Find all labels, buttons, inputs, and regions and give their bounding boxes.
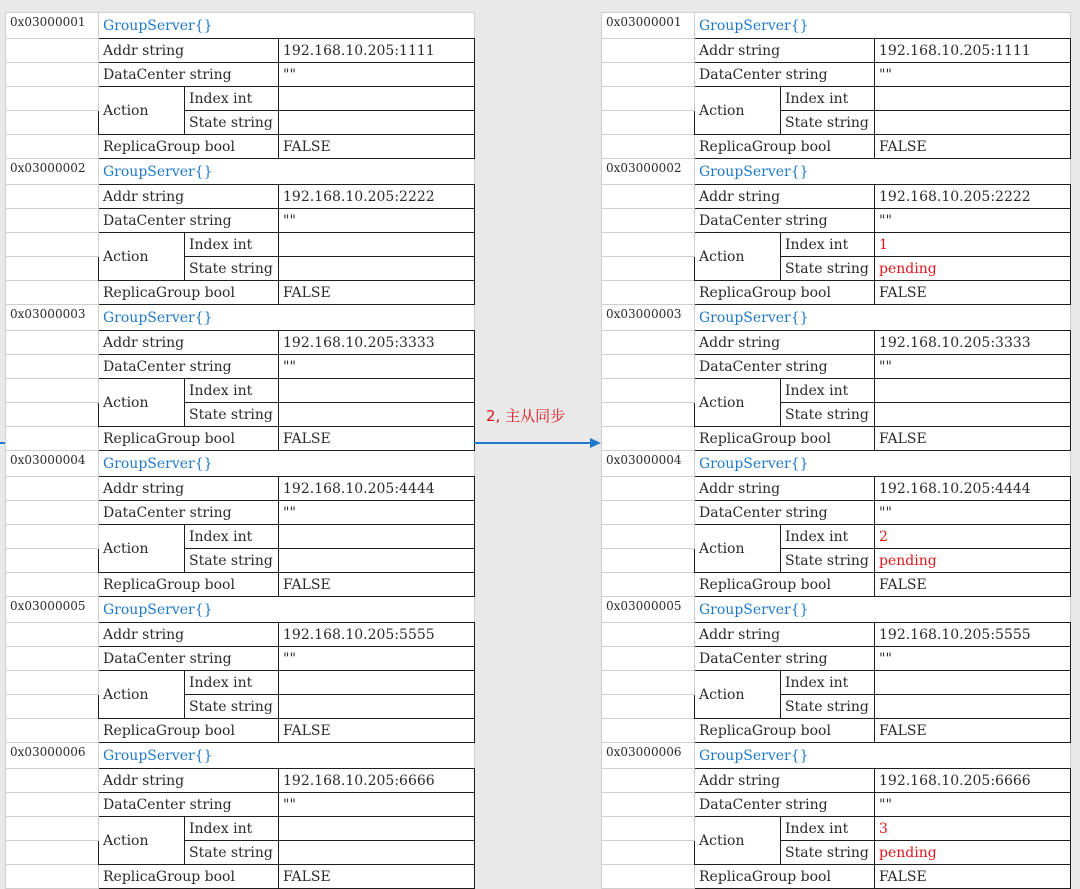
field-addr-label: Addr string <box>99 623 279 647</box>
field-action-label: Action <box>695 87 781 135</box>
field-addr-value: 192.168.10.205:3333 <box>279 331 475 355</box>
field-action-label: Action <box>99 671 185 719</box>
field-state-label: State string <box>781 549 875 573</box>
field-state-value: pending <box>875 549 1071 573</box>
field-datacenter-value: "" <box>279 793 475 817</box>
field-index-label: Index int <box>185 233 279 257</box>
field-action-label: Action <box>99 233 185 281</box>
struct-type-label: GroupServer{} <box>695 597 1071 623</box>
field-addr-value: 192.168.10.205:6666 <box>875 769 1071 793</box>
field-addr-label: Addr string <box>695 331 875 355</box>
field-replicagroup-label: ReplicaGroup bool <box>99 427 279 451</box>
field-replicagroup-label: ReplicaGroup bool <box>695 135 875 159</box>
field-addr-value: 192.168.10.205:5555 <box>279 623 475 647</box>
field-datacenter-label: DataCenter string <box>99 501 279 525</box>
field-index-label: Index int <box>781 525 875 549</box>
field-state-label: State string <box>185 841 279 865</box>
field-replicagroup-label: ReplicaGroup bool <box>695 573 875 597</box>
struct-type-label: GroupServer{} <box>695 451 1071 477</box>
field-index-label: Index int <box>781 379 875 403</box>
field-datacenter-value: "" <box>875 63 1071 87</box>
field-index-label: Index int <box>185 87 279 111</box>
field-datacenter-value: "" <box>279 63 475 87</box>
field-replicagroup-label: ReplicaGroup bool <box>99 281 279 305</box>
field-state-value: pending <box>875 257 1071 281</box>
field-addr-label: Addr string <box>695 477 875 501</box>
field-datacenter-value: "" <box>875 793 1071 817</box>
field-replicagroup-value: FALSE <box>279 427 475 451</box>
field-datacenter-value: "" <box>279 355 475 379</box>
struct-type-label: GroupServer{} <box>99 597 475 623</box>
struct-type-label: GroupServer{} <box>99 305 475 331</box>
memory-address: 0x03000004 <box>6 451 99 477</box>
field-state-label: State string <box>781 257 875 281</box>
struct-type-label: GroupServer{} <box>99 159 475 185</box>
field-action-label: Action <box>695 817 781 865</box>
field-datacenter-value: "" <box>875 355 1071 379</box>
field-addr-value: 192.168.10.205:4444 <box>279 477 475 501</box>
field-addr-label: Addr string <box>695 769 875 793</box>
field-state-label: State string <box>781 403 875 427</box>
field-replicagroup-value: FALSE <box>875 427 1071 451</box>
field-replicagroup-label: ReplicaGroup bool <box>99 719 279 743</box>
field-action-label: Action <box>99 87 185 135</box>
field-datacenter-label: DataCenter string <box>695 355 875 379</box>
field-state-label: State string <box>185 695 279 719</box>
field-datacenter-label: DataCenter string <box>99 793 279 817</box>
field-state-label: State string <box>781 841 875 865</box>
field-index-label: Index int <box>781 671 875 695</box>
field-replicagroup-value: FALSE <box>279 135 475 159</box>
field-addr-value: 192.168.10.205:5555 <box>875 623 1071 647</box>
field-replicagroup-value: FALSE <box>875 135 1071 159</box>
struct-type-label: GroupServer{} <box>695 305 1071 331</box>
field-replicagroup-value: FALSE <box>875 573 1071 597</box>
field-addr-label: Addr string <box>99 477 279 501</box>
field-replicagroup-value: FALSE <box>875 719 1071 743</box>
field-datacenter-label: DataCenter string <box>695 63 875 87</box>
memory-address: 0x03000006 <box>602 743 695 769</box>
field-replicagroup-value: FALSE <box>875 281 1071 305</box>
field-state-label: State string <box>185 549 279 573</box>
field-replicagroup-label: ReplicaGroup bool <box>99 865 279 889</box>
field-index-label: Index int <box>781 87 875 111</box>
field-replicagroup-label: ReplicaGroup bool <box>99 135 279 159</box>
field-datacenter-label: DataCenter string <box>695 209 875 233</box>
field-index-value: 1 <box>875 233 1071 257</box>
field-addr-value: 192.168.10.205:6666 <box>279 769 475 793</box>
field-replicagroup-label: ReplicaGroup bool <box>695 865 875 889</box>
field-replicagroup-label: ReplicaGroup bool <box>695 281 875 305</box>
memory-address: 0x03000001 <box>602 13 695 39</box>
field-datacenter-label: DataCenter string <box>99 63 279 87</box>
field-replicagroup-value: FALSE <box>875 865 1071 889</box>
memory-address: 0x03000006 <box>6 743 99 769</box>
struct-type-label: GroupServer{} <box>695 159 1071 185</box>
field-datacenter-label: DataCenter string <box>695 501 875 525</box>
field-action-label: Action <box>99 525 185 573</box>
field-state-label: State string <box>185 111 279 135</box>
memory-address: 0x03000005 <box>602 597 695 623</box>
field-index-value: 3 <box>875 817 1071 841</box>
field-action-label: Action <box>99 379 185 427</box>
field-addr-value: 192.168.10.205:4444 <box>875 477 1071 501</box>
memory-address: 0x03000001 <box>6 13 99 39</box>
memory-address: 0x03000002 <box>6 159 99 185</box>
field-index-label: Index int <box>185 671 279 695</box>
memory-address: 0x03000003 <box>6 305 99 331</box>
memory-address: 0x03000002 <box>602 159 695 185</box>
field-state-label: State string <box>781 111 875 135</box>
field-addr-label: Addr string <box>695 185 875 209</box>
field-state-label: State string <box>185 403 279 427</box>
field-index-label: Index int <box>185 817 279 841</box>
field-datacenter-label: DataCenter string <box>99 355 279 379</box>
field-datacenter-value: "" <box>875 209 1071 233</box>
field-addr-value: 192.168.10.205:2222 <box>279 185 475 209</box>
field-datacenter-value: "" <box>279 209 475 233</box>
field-index-value: 2 <box>875 525 1071 549</box>
struct-type-label: GroupServer{} <box>99 13 475 39</box>
field-datacenter-value: "" <box>875 501 1071 525</box>
memory-address: 0x03000004 <box>602 451 695 477</box>
field-datacenter-value: "" <box>279 647 475 671</box>
field-addr-label: Addr string <box>99 769 279 793</box>
field-state-label: State string <box>185 257 279 281</box>
field-addr-label: Addr string <box>695 623 875 647</box>
field-index-label: Index int <box>185 525 279 549</box>
field-action-label: Action <box>695 379 781 427</box>
field-replicagroup-label: ReplicaGroup bool <box>695 427 875 451</box>
field-addr-value: 192.168.10.205:3333 <box>875 331 1071 355</box>
memory-address: 0x03000005 <box>6 597 99 623</box>
field-datacenter-label: DataCenter string <box>695 793 875 817</box>
field-datacenter-value: "" <box>279 501 475 525</box>
field-action-label: Action <box>99 817 185 865</box>
field-replicagroup-value: FALSE <box>279 719 475 743</box>
struct-type-label: GroupServer{} <box>695 13 1071 39</box>
field-replicagroup-value: FALSE <box>279 865 475 889</box>
struct-type-label: GroupServer{} <box>695 743 1071 769</box>
field-addr-value: 192.168.10.205:1111 <box>875 39 1071 63</box>
field-index-label: Index int <box>185 379 279 403</box>
struct-type-label: GroupServer{} <box>99 451 475 477</box>
field-state-value: pending <box>875 841 1071 865</box>
field-replicagroup-label: ReplicaGroup bool <box>695 719 875 743</box>
field-replicagroup-value: FALSE <box>279 573 475 597</box>
field-addr-label: Addr string <box>695 39 875 63</box>
field-state-label: State string <box>781 695 875 719</box>
field-index-label: Index int <box>781 817 875 841</box>
field-action-label: Action <box>695 525 781 573</box>
field-addr-label: Addr string <box>99 185 279 209</box>
field-action-label: Action <box>695 671 781 719</box>
memory-address: 0x03000003 <box>602 305 695 331</box>
sync-label: 2, 主从同步 <box>486 407 566 425</box>
field-replicagroup-label: ReplicaGroup bool <box>99 573 279 597</box>
field-datacenter-label: DataCenter string <box>99 209 279 233</box>
field-index-label: Index int <box>781 233 875 257</box>
field-addr-value: 192.168.10.205:1111 <box>279 39 475 63</box>
field-replicagroup-value: FALSE <box>279 281 475 305</box>
field-addr-label: Addr string <box>99 331 279 355</box>
field-datacenter-label: DataCenter string <box>99 647 279 671</box>
field-action-label: Action <box>695 233 781 281</box>
field-datacenter-label: DataCenter string <box>695 647 875 671</box>
field-datacenter-value: "" <box>875 647 1071 671</box>
field-addr-value: 192.168.10.205:2222 <box>875 185 1071 209</box>
struct-type-label: GroupServer{} <box>99 743 475 769</box>
field-addr-label: Addr string <box>99 39 279 63</box>
